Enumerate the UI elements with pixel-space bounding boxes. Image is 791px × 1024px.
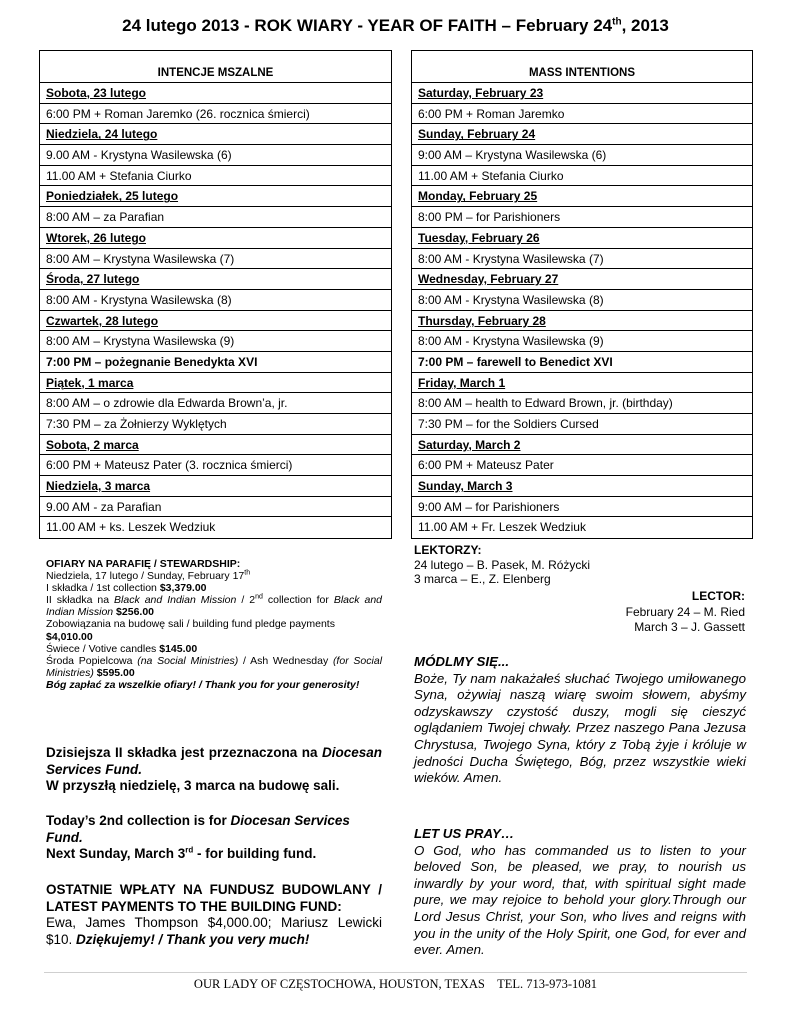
payments-heading: OSTATNIE WPŁATY NA FUNDUSZ BUDOWLANY / LATEST PAYMENTS TO THE BUILDING FUND: xyxy=(46,882,382,914)
date-row: Niedziela, 24 lutego xyxy=(40,124,391,145)
prayer-polish xyxy=(414,654,746,787)
intention-row: 8:00 AM - Krystyna Wasilewska (8) xyxy=(412,290,752,311)
intentions-heading: MASS INTENTIONS xyxy=(412,51,752,83)
lectors-english: LECTOR: February 24 – M. Ried March 3 – J. Gassett xyxy=(625,589,745,634)
intention-row: 8:00 AM – Krystyna Wasilewska (9) xyxy=(40,331,391,352)
date-row: Sobota, 23 lutego xyxy=(40,83,391,104)
building-pledges: Zobowiązania na budowę sali / building fund pledge payments $4,010.00 xyxy=(46,618,335,643)
intention-row: 11.00 AM + ks. Leszek Wedziuk xyxy=(46,520,216,535)
date-row: Sobota, 2 marca xyxy=(40,435,391,456)
date-row: Thursday, February 28 xyxy=(412,311,752,332)
date-row: Niedziela, 3 marca xyxy=(40,476,391,497)
intention-row: 9.00 AM - Krystyna Wasilewska (6) xyxy=(40,145,391,166)
intention-row: 8:00 AM – health to Edward Brown, jr. (birthday) xyxy=(412,393,752,414)
stewardship-section xyxy=(46,558,382,691)
prayer-text: O God, who has commanded us to listen to your beloved Son, be pleased, we pray, to nourish us inwardly by your word, that, with spiritual sight made pure, we may rejoice to behold your glory.Through our Lord Jesus Christ, your Son, who lives and reigns with you in the unity of the Holy Spirit, one God, for ever and ever. Amen. xyxy=(414,842,746,958)
second-collection: II składka na Black and Indian Mission / 2nd collection for Black and Indian Mission $256.00 xyxy=(46,593,383,619)
stewardship-heading: OFIARY NA PARAFIĘ / STEWARDSHIP: xyxy=(46,558,241,570)
intention-row: 6:00 PM + Roman Jaremko xyxy=(412,104,752,125)
intentions-heading: INTENCJE MSZALNE xyxy=(40,51,391,83)
page-title: 24 lutego 2013 - ROK WIARY - YEAR OF FAITH – February 24th, 2013 xyxy=(122,16,669,35)
intention-row: 11.00 AM + Stefania Ciurko xyxy=(412,166,752,187)
announcement-english: Today’s 2nd collection is for Diocesan Services Fund. Next Sunday, March 3rd - for building fund. xyxy=(46,813,350,861)
intention-row: 8:00 PM – for Parishioners xyxy=(412,207,752,228)
stewardship-date: Niedziela, 17 lutego / Sunday, February 17th xyxy=(46,569,251,583)
footer: OUR LADY OF CZĘSTOCHOWA, HOUSTON, TEXAS TEL. 713-973-1081 xyxy=(44,972,747,992)
date-row: Czwartek, 28 lutego xyxy=(40,311,391,332)
prayer-heading: LET US PRAY… xyxy=(414,826,515,841)
building-fund-payments: OSTATNIE WPŁATY NA FUNDUSZ BUDOWLANY / LATEST PAYMENTS TO THE BUILDING FUND: Ewa, James Thompson $4,000.00; Mariusz Lewicki $10. Dziękujemy! / Thank you very much! xyxy=(46,882,382,947)
intention-row: 7:00 PM – farewell to Benedict XVI xyxy=(412,352,752,373)
intention-row: 6:00 PM + Mateusz Pater (3. rocznica śmierci) xyxy=(40,455,391,476)
intention-row: 11.00 AM + Stefania Ciurko xyxy=(40,166,391,187)
date-row: Saturday, February 23 xyxy=(412,83,752,104)
intention-row: 11.00 AM + Fr. Leszek Wedziuk xyxy=(418,520,586,535)
date-row: Saturday, March 2 xyxy=(412,435,752,456)
intention-row: 6:00 PM + Roman Jaremko (26. rocznica śmierci) xyxy=(40,104,391,125)
intention-row: 7:30 PM – za Żołnierzy Wyklętych xyxy=(40,414,391,435)
date-row: Wtorek, 26 lutego xyxy=(40,228,391,249)
date-row: Sunday, March 3 xyxy=(412,476,752,497)
intentions-table-english xyxy=(411,50,753,539)
intention-row: 6:00 PM + Mateusz Pater xyxy=(412,455,752,476)
intention-row: 8:00 AM – o zdrowie dla Edwarda Brown’a, jr. xyxy=(40,393,391,414)
intention-row: 7:00 PM – pożegnanie Benedykta XVI xyxy=(40,352,391,373)
prayer-english xyxy=(414,826,746,959)
intention-row: 9:00 AM – Krystyna Wasilewska (6) xyxy=(412,145,752,166)
lectors-polish: LEKTORZY: 24 lutego – B. Pasek, M. Różycki 3 marca – E., Z. Elenberg xyxy=(414,543,591,587)
ash-wednesday-collection: Środa Popielcowa (na Social Ministries) / Ash Wednesday (for Social Ministries) $595.00 xyxy=(46,654,383,679)
first-collection: I składka / 1st collection $3,379.00 xyxy=(46,582,207,595)
date-row: Friday, March 1 xyxy=(412,373,752,394)
intention-row: 8:00 AM - Krystyna Wasilewska (7) xyxy=(412,249,752,270)
intention-row: 8:00 AM - Krystyna Wasilewska (8) xyxy=(40,290,391,311)
thank-you-note: Bóg zapłać za wszelkie ofiary! / Thank you for your generosity! xyxy=(46,678,360,691)
date-row: Sunday, February 24 xyxy=(412,124,752,145)
date-row: Wednesday, February 27 xyxy=(412,269,752,290)
intention-row: 8:00 AM – za Parafian xyxy=(40,207,391,228)
intention-row: 9:00 AM – for Parishioners xyxy=(412,497,752,518)
intention-row: 8:00 AM - Krystyna Wasilewska (9) xyxy=(412,331,752,352)
date-row: Piątek, 1 marca xyxy=(40,373,391,394)
announcement-polish: Dzisiejsza II składka jest przeznaczona na Diocesan Services Fund. W przyszłą niedzielę, 3 marca na budowę sali. xyxy=(46,745,382,793)
intentions-table-polish xyxy=(39,50,392,539)
date-row: Monday, February 25 xyxy=(412,186,752,207)
intention-row: 9.00 AM - za Parafian xyxy=(40,497,391,518)
date-row: Poniedziałek, 25 lutego xyxy=(40,186,391,207)
prayer-text: Boże, Ty nam nakażałeś słuchać Twojego umiłowanego Syna, ożywiaj naszą wiarę swoim słowem, abyśmy odzyskawszy czystość duszy, mogli się cieszyć oglądaniem Twojej chwały. Przez naszego Pana Jezusa Chrystusa, Twojego Syna, który z Tobą żyje i króluje w jedności Ducha Świętego, Bóg, przez wszystkie wieki wieków. Amen. xyxy=(414,670,746,786)
prayer-heading: MÓDLMY SIĘ... xyxy=(414,654,510,669)
intention-row: 7:30 PM – for the Soldiers Cursed xyxy=(412,414,752,435)
intention-row: 8:00 AM – Krystyna Wasilewska (7) xyxy=(40,249,391,270)
date-row: Środa, 27 lutego xyxy=(40,269,391,290)
date-row: Tuesday, February 26 xyxy=(412,228,752,249)
votive-candles: Świece / Votive candles $145.00 xyxy=(46,642,198,655)
